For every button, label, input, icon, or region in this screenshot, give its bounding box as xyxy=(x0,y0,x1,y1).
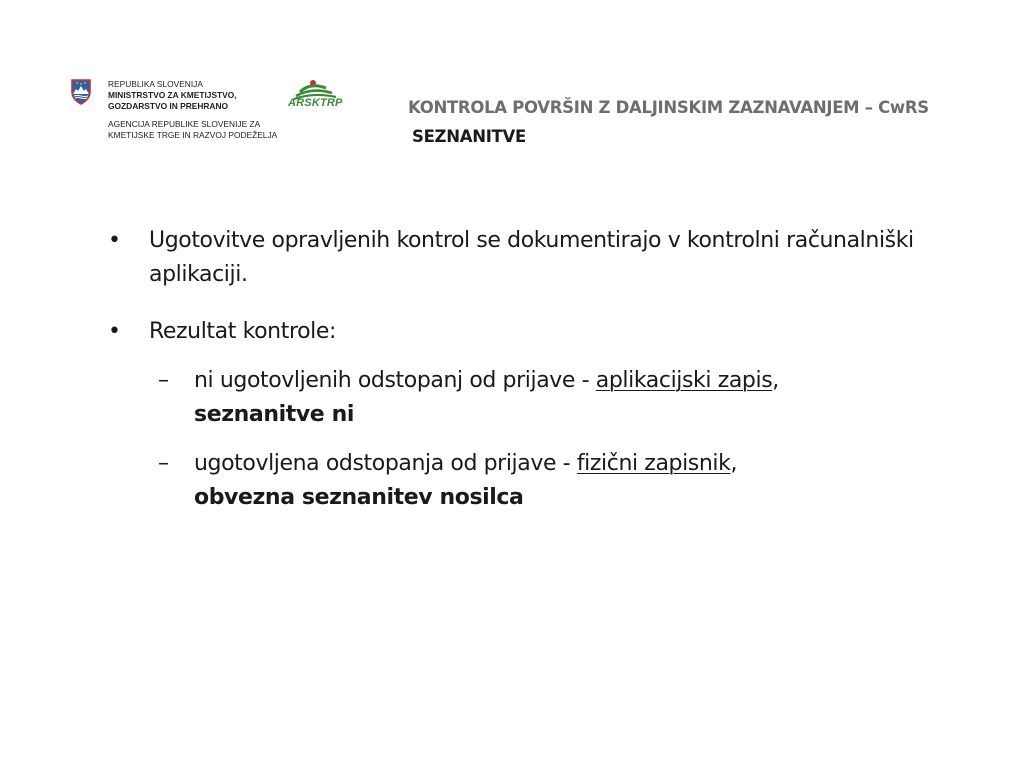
ministry-line: REPUBLIKA SLOVENIJA xyxy=(108,79,203,89)
agency-line: AGENCIJA REPUBLIKE SLOVENIJE ZA xyxy=(108,119,261,129)
agency-line: KMETIJSKE TRGE IN RAZVOJ PODEŽELJA xyxy=(108,130,278,140)
page-title: KONTROLA POVRŠIN Z DALJINSKIM ZAZNAVANJEM – CwRS xyxy=(408,98,929,117)
punctuation: , xyxy=(730,451,738,476)
bullet-item xyxy=(108,224,928,292)
bold-conclusion: seznanitve ni xyxy=(194,402,354,427)
slovenia-coat-of-arms-icon xyxy=(70,79,92,105)
ministry-line: GOZDARSTVO IN PREHRANO xyxy=(108,101,229,111)
bullet-item xyxy=(108,315,928,349)
ministry-line: MINISTRSTVO ZA KMETIJSTVO, xyxy=(108,90,237,100)
underlined-term: fizični zapisnik xyxy=(576,451,731,476)
ministry-block xyxy=(108,79,298,141)
bold-conclusion: obvezna seznanitev nosilca xyxy=(194,485,524,510)
sub-bullet-marker: – xyxy=(158,451,169,476)
arsktrp-logo-text: ARSKTRP xyxy=(288,97,343,109)
sub-bullet-text: ugotovljena odstopanja od prijave - xyxy=(194,451,577,476)
sub-bullet-text: ni ugotovljenih odstopanj od prijave - xyxy=(194,368,596,393)
sub-bullet-item xyxy=(108,447,928,515)
arsktrp-logo xyxy=(286,78,342,112)
punctuation: , xyxy=(772,368,779,393)
underlined-term: aplikacijski zapis xyxy=(595,368,773,393)
sub-bullet-item xyxy=(108,364,928,432)
bullet-marker: • xyxy=(108,228,121,253)
bullet-text: Ugotovitve opravljenih kontrol se dokumentirajo v kontrolni računalniški aplikaciji. xyxy=(149,228,914,287)
page-subtitle: SEZNANITVE xyxy=(412,127,526,146)
bullet-text: Rezultat kontrole: xyxy=(149,319,337,344)
bullet-marker: • xyxy=(108,319,121,344)
bullet-list xyxy=(108,224,928,515)
sub-bullet-marker: – xyxy=(158,368,169,393)
